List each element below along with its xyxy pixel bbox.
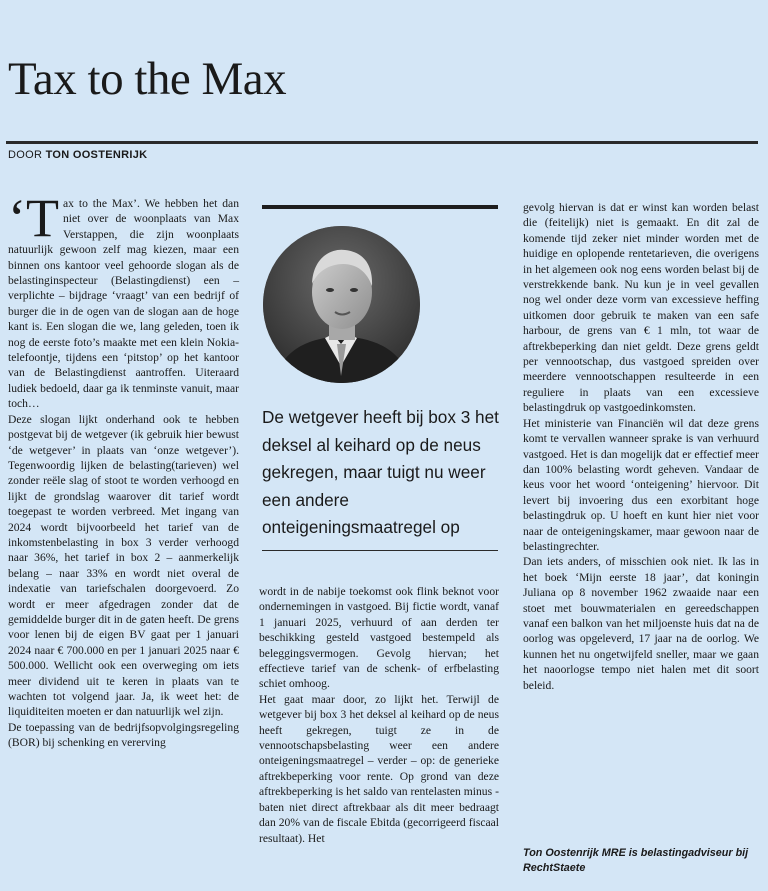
pull-quote: De wetgever heeft bij box 3 het deksel al keihard op de neus gekregen, maar tuigt nu weer een andere onteigeningsmaatregel op — [262, 407, 499, 537]
author-portrait — [263, 226, 420, 383]
paragraph: Het ministerie van Financiën wil dat deze grens komt te vervallen wanneer sprake is van verhuurd vastgoed. Het is dan mogelijk dat er effectief meer dan 100% belasting wordt geheven. Vandaar de keus voor het woord ‘onteigening’ hiervoor. Dit levert bij invoering dus een exorbitant hoge belastingdruk op. U hoeft en kunt hier niet voor naar de onteigeningskamer, maar gewoon naar de belastingrechter. — [523, 416, 759, 553]
paragraph: ‘Tax to the Max’. We hebben het dan niet over de woonplaats van Max Verstappen, die zijn woonplaats natuurlijk gewoon zelf mag kiezen, maar een binnen ons kantoor veel gehoorde slogan als de belastinginspecteur (Belastingdienst) een – verplichte – bijdrage ‘vraagt’ van een bedrijf of burger die in de ogen van de slogan aan de hoge kant is. Een slogan die we, lang geleden, toen ik nog de eerste foto’s maakte met een klein Nokia-telefoontje, tijdens een ‘pitstop’ op het kantoor van de Belastingdienst aantroffen. Uiteraard ludiek bedoeld, daar ga ik tenminste vanuit, maar toch… — [8, 188, 239, 411]
drop-cap: ‘T — [8, 188, 59, 248]
paragraph: Dan iets anders, of misschien ook niet. Ik las in het boek ‘Mijn eerste 18 jaar’, dat koningin Juliana op 8 november 1962 zwaaide naar een stoet met bouwmaterialen en gereedschappen vanaf een balkon van het miljoenste huis dat na de oorlog was opgeleverd, 17 jaar na de oorlog. We kunnen het nu ongetwijfeld sneller, maar we gaan het naoorlogse tempo niet halen met dit soort beleid. — [523, 555, 759, 692]
portrait-image — [263, 226, 420, 383]
byline-prefix: DOOR — [8, 149, 43, 161]
pull-quote-bottom-rule — [262, 550, 498, 551]
title-divider — [6, 141, 758, 144]
paragraph: gevolg hiervan is dat er winst kan worden belast die (feitelijk) niet is gemaakt. En dit zal de komende tijd zeker niet minder worden met de huidige en oplopende rentetarieven, die overigens in het algemeen ook nog eens worden belast bij de verstrekkende bank. Nu kun je in veel gevallen nog wel onder deze vorm van excessieve heffing uitkomen door gebruik te maken van een safe harbour, de grens van € 1 mln, tot waar de aftrekbeperking dan niet geldt. Deze grens geldt per vennootschap, dus vastgoed spreiden over meerdere vennootschappen resulteerde in een reguliere in plaats van een excessieve belastingdruk op vastgoedinkomsten. — [523, 201, 759, 415]
byline-author: TON OOSTENRIJK — [45, 149, 148, 161]
pull-quote-top-rule — [262, 205, 498, 209]
article-column-3 — [523, 200, 759, 693]
byline — [8, 149, 147, 161]
paragraph: De toepassing van de bedrijfsopvolgingsregeling (BOR) bij schenking en vererving — [8, 720, 239, 750]
paragraph: Deze slogan lijkt onderhand ook te hebben postgevat bij de wetgever (ik gebruik hier bewust ‘de wetgever’ in plaats van ‘onze wetgever’). Tegenwoordig lijken de belasting(tarieven) wel zonder reële slag of stoot te worden verhoogd en lijkt de grondslag waarover dit tarief wordt toegepast te worden verbreed. Met ingang van 2024 wordt bijvoorbeeld het tarief van de inkomstenbelasting in box 3 verder verhoogd naar 36%, het tarief in box 2 – aanmerkelijk belang – naar 33% en wordt niet overal de indexatie van tariefschalen doorgevoerd. Zo wordt er meer afgedragen zonder dat de gemiddelde burger dit in de gaten heeft. De grens voor lenen bij de eigen BV gaat per 1 januari 2024 naar € 700.000 en per 1 januari 2025 naar € 500.000. Wellicht ook een overweging om iets meer dividend uit te keren in plaats van te wachten tot volgend jaar. Ja, ik weet het: de liquiditeiten moeten er dan natuurlijk wel zijn. — [8, 412, 239, 719]
article-column-2 — [259, 584, 499, 846]
author-note: Ton Oostenrijk MRE is belastingadviseur bij RechtStaete — [523, 847, 749, 874]
paragraph: Het gaat maar door, zo lijkt het. Terwijl de wetgever bij box 3 het deksel al keihard op de neus heeft gekregen, tuigt ze in de vennootschapsbelasting weer een andere onteigeningsmaatregel – verder – op: de generieke aftrekbeperking voor rente. Op grond van deze aftrekbeperking is het saldo van rentelasten minus -baten niet direct aftrekbaar als dit meer bedraagt dan 20% van de fiscale Ebitda (gecorrigeerd fiscaal resultaat). Het — [259, 692, 499, 845]
article-title: Tax to the Max — [8, 53, 287, 105]
article-column-1 — [8, 188, 239, 751]
paragraph: wordt in de nabije toekomst ook flink beknot voor ondernemingen in vastgoed. Bij fictie wordt, vanaf 1 januari 2025, verhuurd of aan derden ter beschikking gesteld vastgoed bestempeld als beleggingsvermogen. Gevolg hiervan; het effectieve tarief van de schenk- of erfbelasting schiet omhoog. — [259, 585, 499, 691]
